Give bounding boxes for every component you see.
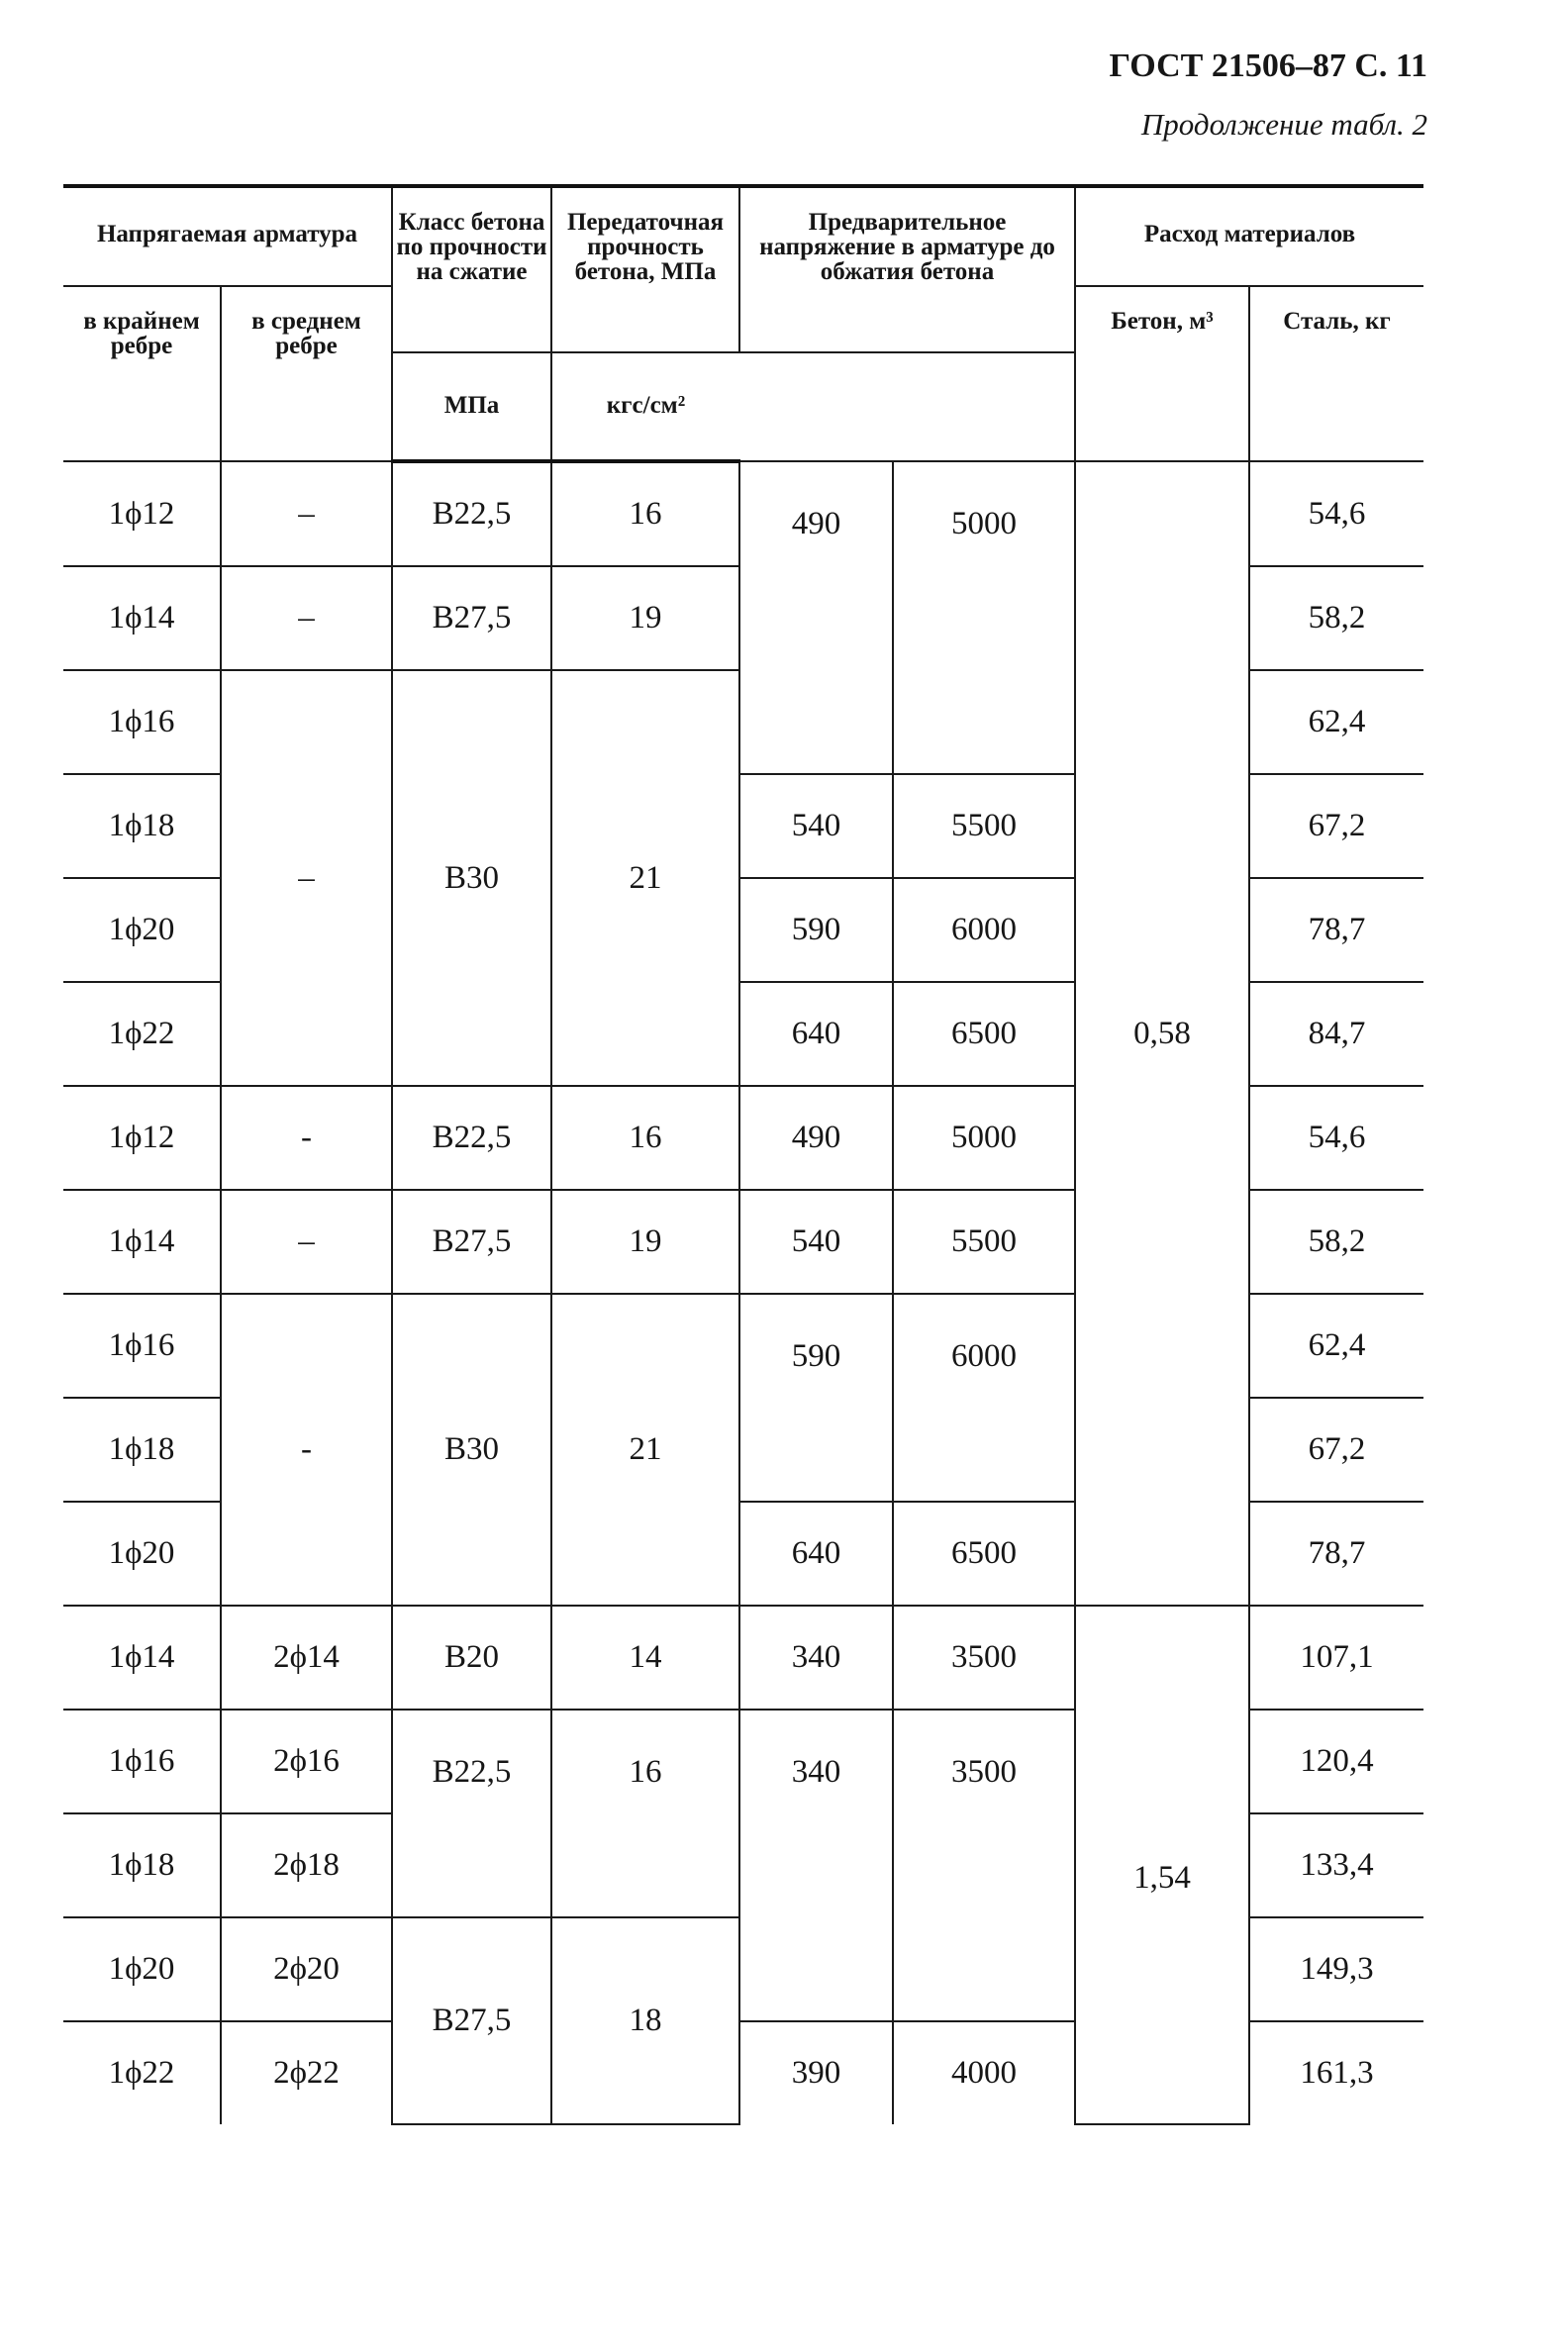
prestress-mpa-cell: 390 [739,2021,893,2124]
middle-rib-cell: - [221,1086,392,1190]
prestress-kgf-cell: 6000 [893,878,1075,982]
prestress-mpa-cell: 590 [739,878,893,982]
concrete-volume-cell: 1,54 [1075,1606,1249,2124]
table-continuation-label: Продолжение табл. 2 [1140,107,1427,142]
concrete-volume-cell: 0,58 [1075,461,1249,1606]
transfer-strength-cell: 21 [551,1294,739,1606]
prestress-kgf-cell: 5500 [893,1190,1075,1294]
concrete-class-cell: В27,5 [392,566,551,670]
prestress-kgf-cell: 5000 [893,461,1075,774]
middle-rib-cell: 2ϕ18 [221,1813,392,1917]
prestress-mpa-cell: 640 [739,1502,893,1606]
header-reinforcement: Напрягаемая арматура [63,186,392,286]
header-middle-rib: в среднем ребре [221,286,392,461]
steel-cell: 54,6 [1249,461,1423,566]
steel-cell: 120,4 [1249,1710,1423,1813]
outer-rib-cell: 1ϕ20 [63,878,221,982]
outer-rib-cell: 1ϕ22 [63,982,221,1086]
middle-rib-cell: 2ϕ20 [221,1917,392,2021]
middle-rib-cell: – [221,670,392,1086]
transfer-strength-cell: 16 [551,1710,739,1917]
steel-cell: 62,4 [1249,670,1423,774]
concrete-class-cell: В20 [392,1606,551,1710]
prestress-kgf-cell: 6000 [893,1294,1075,1502]
transfer-strength-cell: 14 [551,1606,739,1710]
middle-rib-cell: – [221,566,392,670]
outer-rib-cell: 1ϕ14 [63,1606,221,1710]
steel-cell: 149,3 [1249,1917,1423,2021]
concrete-class-cell: В22,5 [392,461,551,566]
prestress-kgf-cell: 5500 [893,774,1075,878]
steel-cell: 78,7 [1249,1502,1423,1606]
concrete-class-cell: В22,5 [392,1086,551,1190]
steel-cell: 54,6 [1249,1086,1423,1190]
prestress-kgf-cell: 5000 [893,1086,1075,1190]
outer-rib-cell: 1ϕ16 [63,1294,221,1398]
concrete-class-cell: В22,5 [392,1710,551,1917]
header-kgf: кгс/см² [551,352,739,461]
prestress-mpa-cell: 540 [739,1190,893,1294]
middle-rib-cell: 2ϕ22 [221,2021,392,2124]
prestress-mpa-cell: 340 [739,1606,893,1710]
middle-rib-cell: 2ϕ16 [221,1710,392,1813]
middle-rib-cell: – [221,461,392,566]
concrete-class-cell: В27,5 [392,1917,551,2124]
header-concrete-class: Класс бетона по прочности на сжатие [392,186,551,352]
outer-rib-cell: 1ϕ20 [63,1917,221,2021]
steel-cell: 161,3 [1249,2021,1423,2124]
outer-rib-cell: 1ϕ16 [63,670,221,774]
outer-rib-cell: 1ϕ16 [63,1710,221,1813]
outer-rib-cell: 1ϕ14 [63,566,221,670]
outer-rib-cell: 1ϕ20 [63,1502,221,1606]
middle-rib-cell: - [221,1294,392,1606]
header-transfer-strength: Передаточная прочность бетона, МПа [551,186,739,352]
middle-rib-cell: – [221,1190,392,1294]
outer-rib-cell: 1ϕ12 [63,1086,221,1190]
outer-rib-cell: 1ϕ12 [63,461,221,566]
concrete-class-cell: В30 [392,670,551,1086]
steel-cell: 58,2 [1249,1190,1423,1294]
steel-cell: 78,7 [1249,878,1423,982]
outer-rib-cell: 1ϕ22 [63,2021,221,2124]
transfer-strength-cell: 16 [551,461,739,566]
header-steel: Сталь, кг [1249,286,1423,461]
steel-cell: 58,2 [1249,566,1423,670]
document-code: ГОСТ 21506–87 С. 11 [1109,48,1427,84]
header-material-consumption: Расход материалов [1075,186,1423,286]
table-row [63,1606,1423,1710]
steel-cell: 133,4 [1249,1813,1423,1917]
concrete-class-cell: В27,5 [392,1190,551,1294]
prestress-kgf-cell: 6500 [893,1502,1075,1606]
prestress-mpa-cell: 590 [739,1294,893,1502]
steel-cell: 67,2 [1249,1398,1423,1502]
prestress-mpa-cell: 640 [739,982,893,1086]
transfer-strength-cell: 18 [551,1917,739,2124]
transfer-strength-cell: 19 [551,1190,739,1294]
prestress-mpa-cell: 490 [739,1086,893,1190]
outer-rib-cell: 1ϕ18 [63,1813,221,1917]
reinforcement-table [63,184,1423,2125]
concrete-class-cell: В30 [392,1294,551,1606]
transfer-strength-cell: 21 [551,670,739,1086]
prestress-kgf-cell: 3500 [893,1606,1075,1710]
table-row [63,461,1423,566]
header-outer-rib: в крайнем ребре [63,286,221,461]
prestress-kgf-cell: 3500 [893,1710,1075,2021]
steel-cell: 107,1 [1249,1606,1423,1710]
prestress-mpa-cell: 540 [739,774,893,878]
header-mpa: МПа [392,352,551,461]
header-prestress: Предварительное напряжение в арматуре до обжатия бетона [739,186,1075,352]
steel-cell: 84,7 [1249,982,1423,1086]
prestress-kgf-cell: 4000 [893,2021,1075,2124]
prestress-mpa-cell: 490 [739,461,893,774]
middle-rib-cell: 2ϕ14 [221,1606,392,1710]
steel-cell: 67,2 [1249,774,1423,878]
header-concrete: Бетон, м³ [1075,286,1249,461]
transfer-strength-cell: 19 [551,566,739,670]
transfer-strength-cell: 16 [551,1086,739,1190]
prestress-mpa-cell: 340 [739,1710,893,2021]
outer-rib-cell: 1ϕ18 [63,774,221,878]
prestress-kgf-cell: 6500 [893,982,1075,1086]
outer-rib-cell: 1ϕ14 [63,1190,221,1294]
outer-rib-cell: 1ϕ18 [63,1398,221,1502]
steel-cell: 62,4 [1249,1294,1423,1398]
